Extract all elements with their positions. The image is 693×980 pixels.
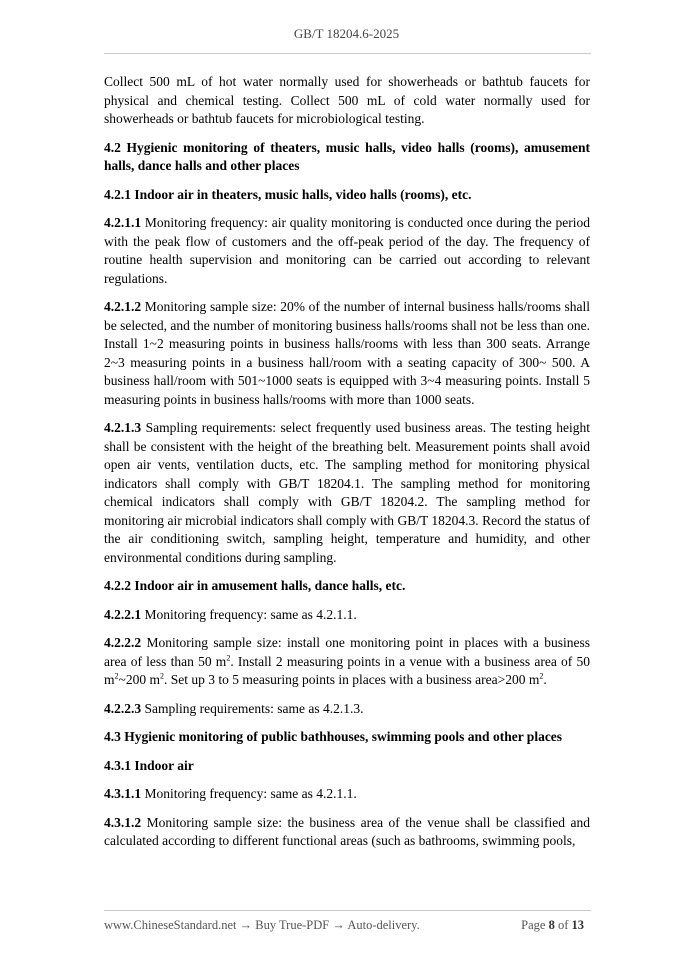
intro-paragraph: Collect 500 mL of hot water normally used for showerheads or bathtub faucets for physical and chemical testing. Collect 500 mL of cold water normally used for showerheads or bathtub faucets for microbiological testing. (104, 74, 590, 126)
clause-text: . (543, 672, 547, 687)
section-heading-4-3-1: 4.3.1 Indoor air (104, 757, 194, 773)
page-header (0, 26, 693, 42)
clause-text: Monitoring frequency: same as 4.2.1.1. (141, 786, 357, 801)
arrow-right-icon: → (239, 918, 253, 932)
page-total: 13 (571, 918, 584, 932)
clause-4-2-2-2 (104, 634, 590, 690)
footer-links (104, 918, 420, 933)
clause-4-2-2-3 (104, 700, 590, 719)
superscript: 2 (159, 671, 164, 681)
clause-number: 4.2.1.3 (104, 420, 142, 435)
section-heading-4-3: 4.3 Hygienic monitoring of public bathhouses, swimming pools and other places (104, 729, 563, 744)
footer-divider (104, 910, 591, 911)
delivery-text: Auto-delivery. (347, 918, 420, 932)
clause-4-2-1-1 (104, 214, 590, 288)
clause-4-2-2-1 (104, 606, 590, 625)
document-body (104, 73, 590, 861)
clause-4-3-1-2 (104, 814, 590, 851)
buy-pdf-link[interactable]: Buy True-PDF (255, 918, 330, 932)
clause-text: Monitoring sample size: install one monitoring point in places with a business area of less than 50 m (104, 635, 590, 669)
header-divider (104, 53, 591, 54)
arrow-right-icon: → (332, 918, 345, 932)
clause-number: 4.2.2.2 (104, 635, 142, 650)
clause-text: Sampling requirements: select frequently used business areas. The testing height shall be consistent with the height of the breathing belt. Measurement points shall avoid open air vents, ventilation ducts, etc. The sampling method for monitoring physical indicators shall comply with GB/T 18204.1. The sampling method for monitoring chemical indicators shall comply with GB/T 18204.2. The sampling method for monitoring air microbial indicators shall comply with GB/T 18204.3. Record the status of the air conditioning switch, sampling height, temperature and humidity, and other environmental conditions during sampling. (104, 420, 590, 565)
clause-text: Monitoring frequency: air quality monitoring is conducted once during the period with the peak flow of customers and the off-peak period of the day. The frequency of routine health supervision and monitoring can be carried out according to relevant regulations. (104, 215, 590, 286)
clause-4-2-1-2 (104, 298, 590, 409)
clause-text: Monitoring sample size: 20% of the number of internal business halls/rooms shall be selected, and the number of monitoring business halls/rooms shall not be less than one. Install 1~2 measuring points in business halls/rooms with less than 300 seats. Arrange 2~3 measuring points in a business hall/room with a seating capacity of 300~ 500. A business hall/room with 501~1000 seats is equipped with 3~4 measuring points. Install 5 measuring points in business halls/rooms with more than 1000 seats. (104, 299, 590, 407)
site-link[interactable]: www.ChineseStandard.net (104, 918, 237, 932)
clause-text: . Install 2 measuring points in a venue with a business area of 50 m (104, 653, 590, 687)
clause-number: 4.2.1.1 (104, 215, 142, 230)
page-of: of (557, 918, 569, 932)
superscript: 2 (226, 653, 231, 662)
clause-4-2-1-3 (104, 419, 590, 567)
clause-number: 4.3.1.1 (104, 786, 142, 801)
clause-4-3-1-1 (104, 785, 590, 804)
clause-text: Sampling requirements: same as 4.2.1.3. (141, 700, 364, 716)
clause-number: 4.2.2.1 (104, 606, 142, 622)
clause-text: . Set up 3 to 5 measuring points in places with a business area>200 m (163, 672, 540, 687)
clause-text: Monitoring frequency: same as 4.2.1.1. (141, 606, 357, 622)
superscript: 2 (114, 671, 119, 681)
section-heading-4-2-1: 4.2.1 Indoor air in theaters, music halls, video halls (rooms), etc. (104, 186, 472, 202)
clause-number: 4.3.1.2 (104, 814, 142, 830)
clause-number: 4.2.2.3 (104, 700, 142, 716)
clause-text: Monitoring sample size: the business area of the venue shall be classified and calculated according to different functional areas (such as bathrooms, swimming pools, (104, 814, 590, 848)
page-number (521, 918, 584, 933)
section-heading-4-2-2: 4.2.2 Indoor air in amusement halls, dance halls, etc. (104, 578, 406, 593)
page-label: Page (521, 918, 546, 932)
page-current: 8 (548, 918, 555, 932)
section-heading-4-2: 4.2 Hygienic monitoring of theaters, music halls, video halls (rooms), amusement halls, dance halls and other places (104, 139, 590, 173)
clause-number: 4.2.1.2 (104, 299, 142, 314)
superscript: 2 (539, 671, 544, 681)
clause-text: ~200 m (118, 672, 160, 687)
document-code: GB/T 18204.6-2025 (293, 26, 400, 41)
